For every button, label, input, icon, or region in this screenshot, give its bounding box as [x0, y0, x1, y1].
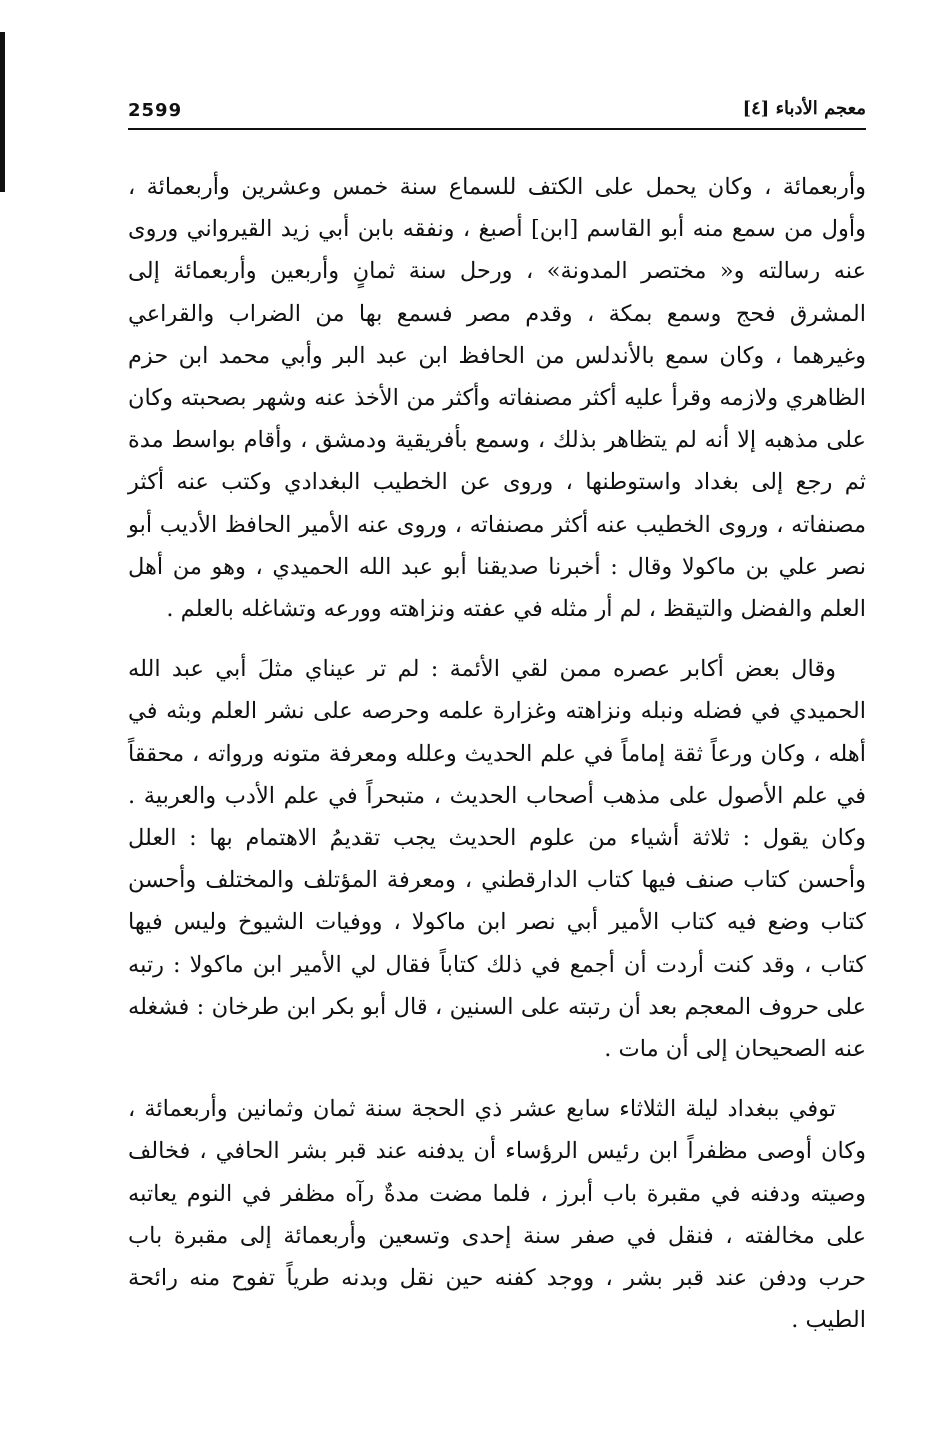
- header-rule: [128, 128, 866, 130]
- running-title: معجم الأدباء [٤]: [742, 98, 866, 119]
- scan-edge-mark: [0, 32, 5, 192]
- paragraph-3: توفي ببغداد ليلة الثلاثاء سابع عشر ذي الحجة سنة ثمان وثمانين وأربعمائة ، وكان أوصى مظفراً ابن رئيس الرؤساء أن يدفنه عند قبر بشر الحافي ، فخالف وصيته ودفنه في مقبرة باب أبرز ، فلما مضت مدةٌ رآه مظفر في النوم يعاتبه على مخالفته ، فنقل في صفر سنة إحدى وتسعين وأربعمائة إلى مقبرة باب حرب ودفن عند قبر بشر ، ووجد كفنه حين نقل وبدنه طرياً تفوح منه رائحة الطيب .: [128, 1096, 866, 1334]
- paragraph-1: وأربعمائة ، وكان يحمل على الكتف للسماع سنة خمس وعشرين وأربعمائة ، وأول من سمع منه أبو القاسم [ابن] أصبغ ، ونفقه بابن أبي زيد القيرواني وروى عنه رسالته و« مختصر المدونة» ، ورحل سنة ثمانٍ وأربعين وأربعمائة إلى المشرق فحج وسمع بمكة ، وقدم مصر فسمع بها من الضراب والقراعي وغيرهما ، وكان سمع بالأندلس من الحافظ ابن عبد البر وأبي محمد ابن حزم الظاهري ولازمه وقرأ عليه أكثر مصنفاته وأكثر من الأخذ عنه وشهر بصحبته وكان على مذهبه إلا أنه لم يتظاهر بذلك ، وسمع بأفريقية ودمشق ، وأقام بواسط مدة ثم رجع إلى بغداد واستوطنها ، وروى عن الخطيب البغدادي وكتب عنه أكثر مصنفاته ، وروى الخطيب عنه أكثر مصنفاته ، وروى عنه الأمير الحافظ الأديب أبو نصر علي بن ماكولا وقال : أخبرنا صديقنا أبو عبد الله الحميدي ، وهو من أهل العلم والفضل والتيقظ ، لم أر مثله في عفته ونزاهته وورعه وتشاغله بالعلم .: [128, 174, 866, 623]
- page-header: [128, 96, 866, 130]
- paragraph-2: وقال بعض أكابر عصره ممن لقي الأئمة : لم تر عيناي مثلَ أبي عبد الله الحميدي في فضله ونبله ونزاهته وغزارة علمه وحرصه على نشر العلم وبثه في أهله ، وكان ورعاً ثقة إماماً في علم الحديث وعلله ومعرفة متونه ورواته ، محققاً في علم الأصول على مذهب أصحاب الحديث ، متبحراً في علم الأدب والعربية . وكان يقول : ثلاثة أشياء من علوم الحديث يجب تقديمُ الاهتمام بها : العلل وأحسن كتاب صنف فيها كتاب الدارقطني ، ومعرفة المؤتلف والمختلف وأحسن كتاب وضع فيه كتاب الأمير أبي نصر ابن ماكولا ، ووفيات الشيوخ وليس فيها كتاب ، وقد كنت أردت أن أجمع في ذلك كتاباً فقال لي الأمير ابن ماكولا : رتبه على حروف المعجم بعد أن رتبته على السنين ، قال أبو بكر ابن طرخان : فشغله عنه الصحيحان إلى أن مات .: [128, 656, 866, 1063]
- page-body: [128, 166, 866, 1341]
- page-number: 2599: [128, 100, 183, 121]
